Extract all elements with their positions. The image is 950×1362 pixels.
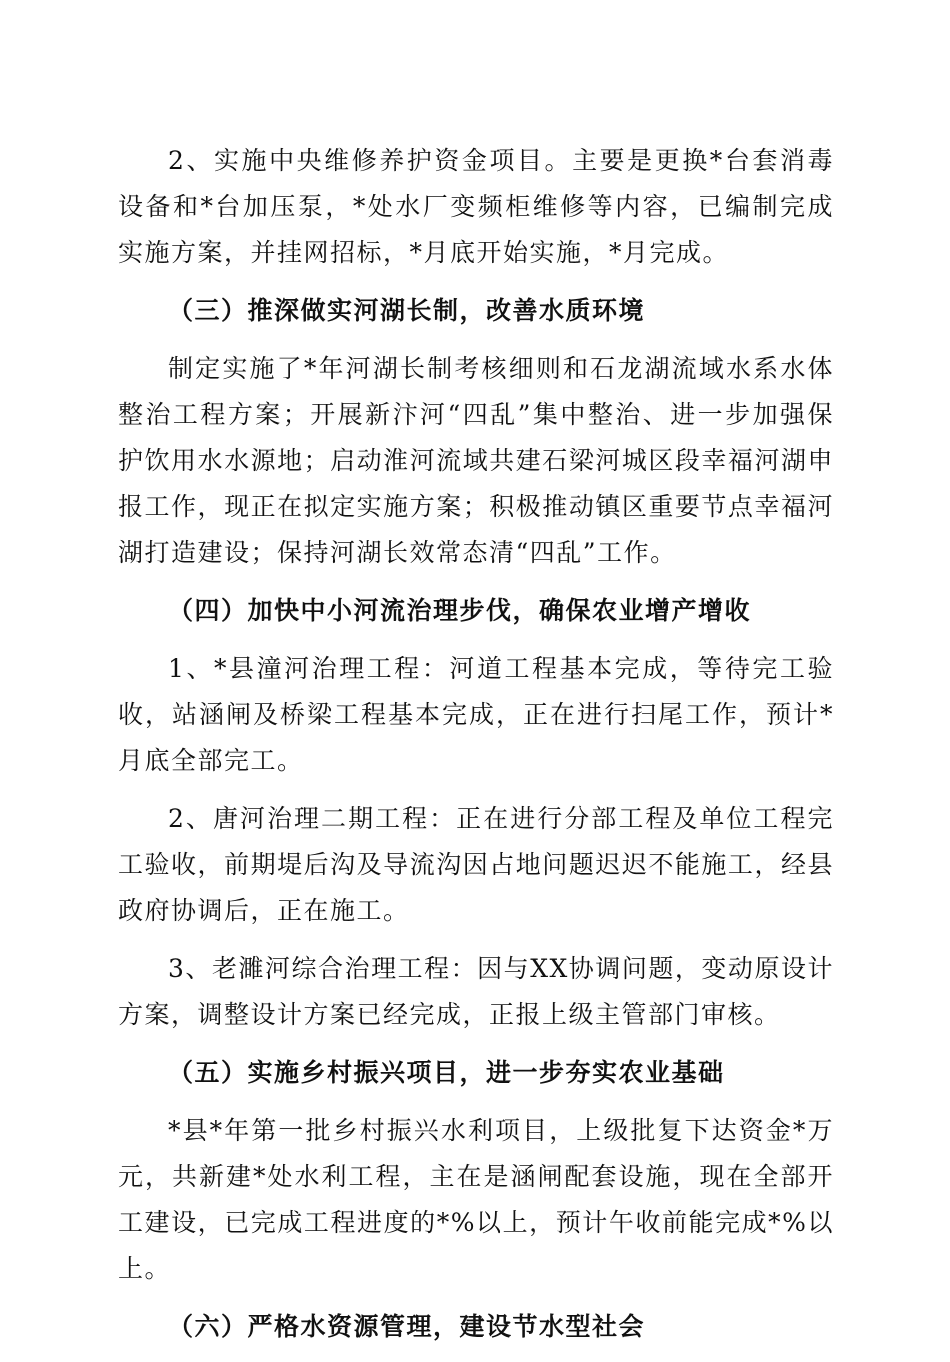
heading-river-lake-chief: （三）推深做实河湖长制，改善水质环境 [168, 296, 646, 325]
paragraph-tang-river: 2、唐河治理二期工程：正在进行分部工程及单位工程完工验收，前期堤后沟及导流沟因占地问题迟迟不能施工，经县政府协调后，正在施工。 [118, 804, 834, 925]
heading-rural-revitalization: （五）实施乡村振兴项目，进一步夯实农业基础 [168, 1058, 725, 1087]
heading-small-river-governance: （四）加快中小河流治理步伐，确保农业增产增收 [168, 596, 752, 625]
paragraph-rural-revitalization: *县*年第一批乡村振兴水利项目，上级批复下达资金*万元，共新建*处水利工程，主在是涵闸配套设施，现在全部开工建设，已完成工程进度的*%以上，预计午收前能完成*%以上。 [118, 1116, 834, 1283]
paragraph-maintenance-fund: 2、实施中央维修养护资金项目。主要是更换*台套消毒设备和*台加压泵，*处水厂变频柜维修等内容，已编制完成实施方案，并挂网招标，*月底开始实施，*月完成。 [118, 146, 834, 267]
document-body [118, 138, 834, 1362]
heading-water-resource-management: （六）严格水资源管理，建设节水型社会 [168, 1312, 646, 1341]
paragraph-river-lake-chief: 制定实施了*年河湖长制考核细则和石龙湖流域水系水体整治工程方案；开展新汴河“四乱”集中整治、进一步加强保护饮用水水源地；启动淮河流域共建石梁河城区段幸福河湖申报工作，现正在拟定实施方案；积极推动镇区重要节点幸福河湖打造建设；保持河湖长效常态清“四乱”工作。 [118, 354, 834, 567]
paragraph-laosui-river: 3、老濉河综合治理工程：因与XX协调问题，变动原设计方案，调整设计方案已经完成，正报上级主管部门审核。 [118, 954, 834, 1029]
paragraph-tong-river: 1、*县潼河治理工程：河道工程基本完成，等待完工验收，站涵闸及桥梁工程基本完成，正在进行扫尾工作，预计*月底全部完工。 [118, 654, 834, 775]
